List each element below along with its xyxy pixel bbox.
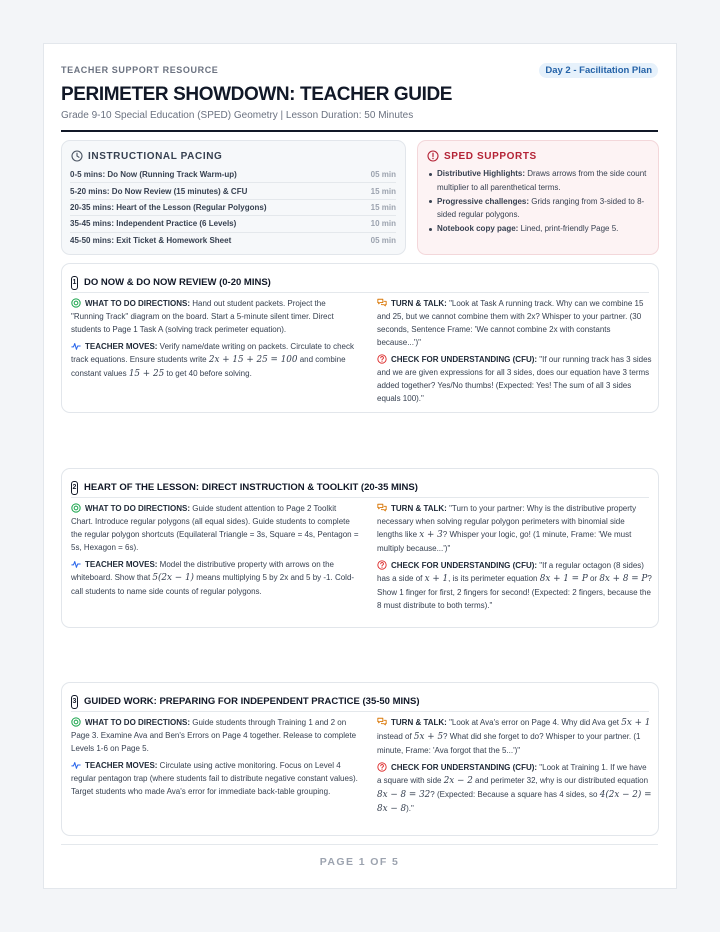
alert-circle-icon — [427, 150, 439, 162]
what-to-do-block — [71, 716, 359, 755]
turn-equation: 5x + 5 — [413, 732, 444, 742]
pacing-row-label: 45-50 mins: Exit Ticket & Homework Sheet — [70, 236, 232, 246]
cfu-label: CHECK FOR UNDERSTANDING (CFU): — [391, 355, 538, 364]
what-label: WHAT TO DO DIRECTIONS: — [85, 718, 191, 727]
target-icon — [71, 717, 81, 727]
pacing-row-time: 15 min — [370, 186, 396, 196]
section-right-column — [377, 502, 652, 616]
chat-icon — [377, 717, 387, 727]
pulse-icon — [71, 760, 81, 770]
sped-heading-text: SPED SUPPORTS — [444, 150, 537, 162]
day-badge: Day 2 - Facilitation Plan — [539, 63, 658, 78]
pacing-row-time: 10 min — [370, 219, 396, 229]
sped-supports-card — [417, 140, 659, 255]
sped-item — [429, 222, 648, 236]
cfu-text: "If our running track has 3 sides and we are given expressions for all 3 sides, does our equation have 3 terms added together? Yes/No thumbs! (Expected: Yes! The sum of all 3 sides equals 100)." — [377, 355, 652, 403]
cfu-text: , is its perimeter equation — [448, 574, 540, 583]
sped-item-label: Notebook copy page: — [437, 224, 519, 234]
turn-talk-block — [377, 297, 652, 349]
moves-equation: 5(2x − 1) — [152, 573, 194, 583]
pacing-row-time: 05 min — [370, 170, 396, 180]
turn-label: TURN & TALK: — [391, 299, 447, 308]
page-subtitle: Grade 9-10 Special Education (SPED) Geometry | Lesson Duration: 50 Minutes — [61, 110, 414, 121]
section-number-badge: 1 — [71, 276, 78, 290]
turn-talk-block — [377, 502, 652, 555]
section-do-now — [61, 263, 659, 413]
what-label: WHAT TO DO DIRECTIONS: — [85, 299, 191, 308]
cfu-text: and perimeter 32, why is our distributed equation — [472, 776, 649, 785]
teacher-moves-block — [71, 759, 359, 798]
section-heading — [71, 692, 649, 712]
turn-text: "Turn to your partner: Why is the distributive property necessary when solving regular polygon perimeters with binomial side lengths like — [377, 504, 637, 539]
pacing-heading — [71, 150, 222, 162]
pacing-row — [70, 200, 396, 216]
turn-text: ? Whisper your logic, go! (1 minute, Frame: 'We must multiply because...')" — [377, 530, 632, 553]
page — [43, 43, 677, 889]
pacing-card — [61, 140, 406, 255]
cfu-text: or — [587, 574, 600, 583]
section-left-column — [71, 502, 359, 602]
turn-text: instead of — [377, 732, 414, 741]
pacing-row-time: 15 min — [370, 202, 396, 212]
pacing-row-label: 35-45 mins: Independent Practice (6 Levels) — [70, 219, 237, 229]
section-title: GUIDED WORK: PREPARING FOR INDEPENDENT PRACTICE (35-50 MINS) — [84, 696, 420, 707]
moves-label: TEACHER MOVES: — [85, 560, 158, 569]
what-label: WHAT TO DO DIRECTIONS: — [85, 504, 191, 513]
moves-text: to get 40 before solving. — [164, 369, 252, 378]
cfu-block — [377, 353, 652, 405]
sped-item-text: Draws arrows from the side count multiplier to all parenthetical terms. — [437, 169, 647, 192]
what-to-do-block — [71, 297, 359, 336]
cfu-equation: 8x − 8 = 32 — [377, 790, 431, 800]
moves-equation: 2x + 15 + 25 = 100 — [208, 355, 298, 365]
what-text: Hand out student packets. Project the "Running Track" diagram on the board. Start a 5-minute silent timer. Direct students to Page 1 Task A (solving track perimeter equation). — [71, 299, 334, 334]
section-number-badge: 3 — [71, 695, 78, 709]
section-title: HEART OF THE LESSON: DIRECT INSTRUCTION & TOOLKIT (20-35 MINS) — [84, 482, 418, 493]
pacing-row-label: 0-5 mins: Do Now (Running Track Warm-up) — [70, 170, 237, 180]
moves-text: Circulate using active monitoring. Focus on Level 4 regular pentagon trap (where students fail to distribute negative constant values). Target students who made Ava's error for immediate back-table grouping. — [71, 761, 358, 796]
cfu-equation: 8x + 8 = P — [599, 574, 648, 584]
what-text: Guide students through Training 1 and 2 on Page 3. Examine Ava and Ben's Errors on Page 4 together. Release to complete Levels 1-6 on Page 5. — [71, 718, 357, 753]
section-heading — [71, 273, 649, 293]
moves-label: TEACHER MOVES: — [85, 342, 158, 351]
cfu-equation: x + 1 — [424, 574, 449, 584]
page-title: PERIMETER SHOWDOWN: TEACHER GUIDE — [61, 84, 453, 105]
pulse-icon — [71, 559, 81, 569]
teacher-moves-block — [71, 558, 359, 598]
cfu-equation: 2x − 2 — [443, 776, 473, 786]
pulse-icon — [71, 341, 81, 351]
question-icon — [377, 762, 387, 772]
sped-heading — [427, 150, 537, 162]
section-left-column — [71, 716, 359, 802]
cfu-text: ? (Expected: Because a square has 4 sides, so — [430, 790, 600, 799]
sped-item-text: Grids ranging from 3-sided to 8-sided regular polygons. — [437, 196, 645, 220]
cfu-block — [377, 559, 652, 612]
sped-item-label: Distributive Highlights: — [437, 169, 525, 178]
turn-text: "Look at Task A running track. Why can we combine 15 and 25, but we cannot combine them with 2x? Whisper to your partner. (30 seconds, Sentence Frame: 'We cannot combine 2x with constants because...')" — [377, 299, 644, 347]
moves-text: Model the distributive property with arrows on the whiteboard. Show that — [71, 560, 334, 582]
turn-label: TURN & TALK: — [391, 504, 447, 513]
sped-list — [429, 167, 648, 236]
chat-icon — [377, 298, 387, 308]
turn-label: TURN & TALK: — [391, 718, 447, 727]
target-icon — [71, 503, 81, 513]
cfu-text: ? Show 1 finger for first, 2 fingers for second! (Expected: 2 fingers, because the 8 must distribute to both terms)." — [377, 574, 652, 610]
moves-text: Verify name/date writing on packets. Circulate to check track equations. Ensure students write — [71, 342, 354, 364]
turn-text: ? What did she forget to do? Whisper to your partner. (1 minute, Frame: 'Ava forgot that the 5...')" — [377, 732, 641, 755]
page-number: PAGE 1 OF 5 — [319, 856, 400, 868]
pacing-row — [70, 216, 396, 232]
sped-item — [429, 167, 648, 194]
target-icon — [71, 298, 81, 308]
turn-equation: 5x + 1 — [621, 718, 651, 728]
chat-icon — [377, 503, 387, 513]
pacing-row — [70, 233, 396, 249]
cfu-equation: 4(2x − 2) = 8x − 8 — [377, 790, 652, 814]
moves-text: means multiplying 5 by 2x and 5 by -1. Cold-call students to name side counts of regular polygons. — [71, 573, 355, 596]
turn-talk-block — [377, 716, 652, 757]
section-heading — [71, 478, 649, 498]
sped-item-text: Lined, print-friendly Page 5. — [518, 224, 619, 234]
cfu-text: )." — [406, 804, 414, 813]
section-title: DO NOW & DO NOW REVIEW (0-20 MINS) — [84, 277, 271, 288]
moves-label: TEACHER MOVES: — [85, 761, 158, 770]
sped-item-label: Progressive challenges: — [437, 196, 530, 206]
sped-item — [429, 195, 648, 222]
pacing-heading-text: INSTRUCTIONAL PACING — [88, 150, 223, 162]
moves-text: and combine constant values — [71, 355, 346, 378]
cfu-label: CHECK FOR UNDERSTANDING (CFU): — [391, 561, 538, 570]
pacing-list — [70, 167, 396, 249]
section-left-column — [71, 297, 359, 385]
cfu-text: "Look at Training 1. If we have a square with side — [377, 763, 647, 785]
what-text: Guide student attention to Page 2 Toolkit Chart. Introduce regular polygons (all equal sides). Guide students to complete the regular polygon shortcuts (Equilateral Triangle = 3s, Square = 4s, Pentagon = 5s, Hexagon = 6s). — [71, 504, 359, 552]
header-divider — [61, 130, 658, 132]
section-heart-of-lesson — [61, 468, 659, 628]
section-number-badge: 2 — [71, 481, 78, 495]
pacing-row — [70, 167, 396, 183]
pacing-row-label: 20-35 mins: Heart of the Lesson (Regular Polygons) — [70, 202, 267, 212]
resource-kicker: TEACHER SUPPORT RESOURCE — [61, 65, 219, 75]
question-icon — [377, 354, 387, 364]
section-guided-work — [61, 682, 659, 836]
turn-text: "Look at Ava's error on Page 4. Why did Ava get — [446, 718, 622, 727]
teacher-moves-block — [71, 340, 359, 381]
cfu-equation: 8x + 1 = P — [539, 574, 588, 584]
clock-icon — [71, 150, 83, 162]
page-content — [61, 44, 658, 888]
question-icon — [377, 560, 387, 570]
cfu-block — [377, 761, 652, 816]
what-to-do-block — [71, 502, 359, 554]
section-right-column — [377, 716, 652, 820]
moves-equation: 15 + 25 — [128, 369, 165, 379]
pacing-row — [70, 183, 396, 199]
cfu-label: CHECK FOR UNDERSTANDING (CFU): — [391, 763, 538, 772]
cfu-text: "If a regular octagon (8 sides) has a side of — [377, 561, 644, 583]
pacing-row-time: 05 min — [370, 236, 396, 246]
turn-equation: x + 3 — [419, 530, 443, 540]
section-right-column — [377, 297, 652, 409]
pacing-row-label: 5-20 mins: Do Now Review (15 minutes) & CFU — [70, 186, 248, 196]
footer-divider — [61, 844, 658, 845]
